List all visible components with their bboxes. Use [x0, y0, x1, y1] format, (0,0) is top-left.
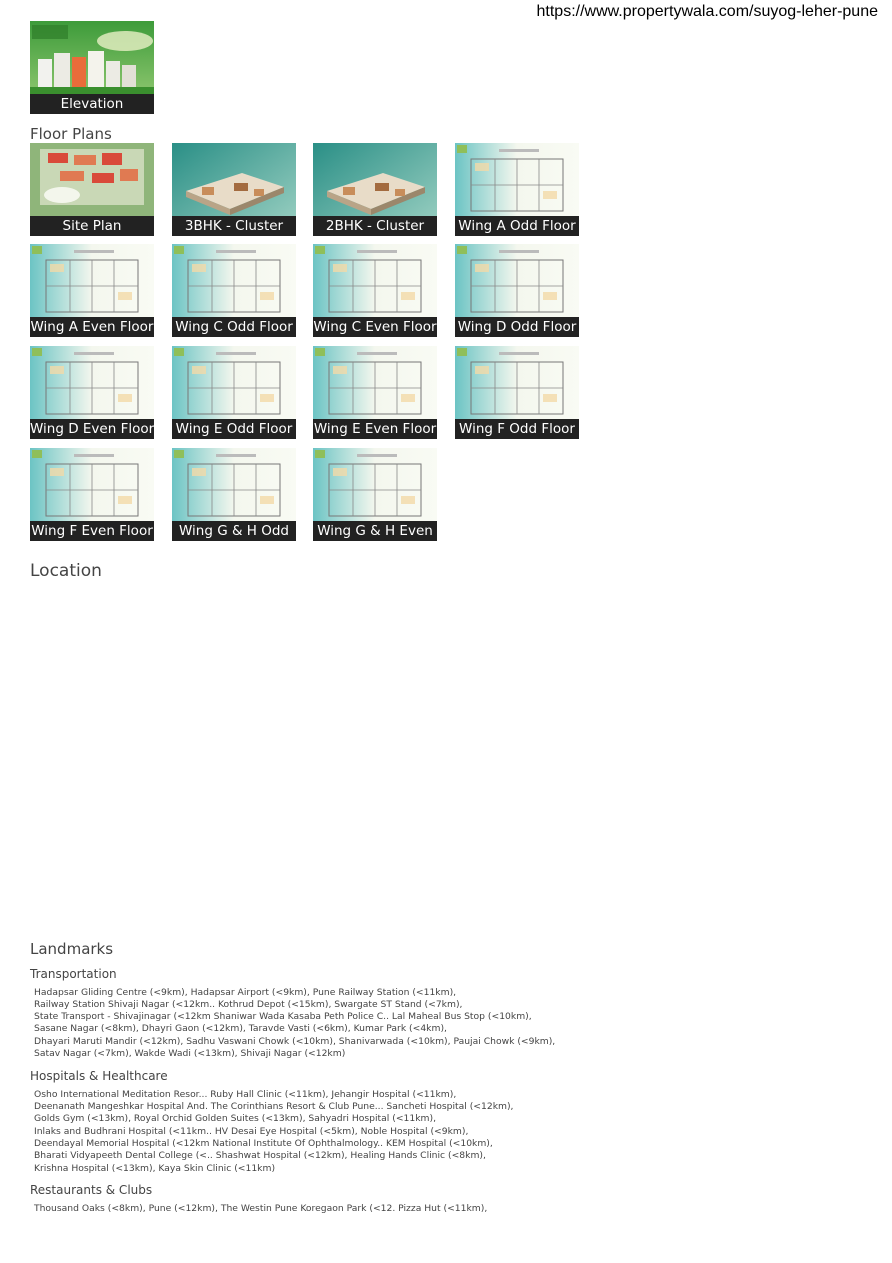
- floor-plan-caption: Wing E Even Floor: [313, 421, 437, 437]
- landmarks-section-title: Hospitals & Healthcare: [30, 1069, 168, 1083]
- elevation-thumbnail[interactable]: [30, 21, 154, 114]
- floor-plan-thumbnail[interactable]: [455, 346, 579, 439]
- landmark-line: State Transport - Shivajinagar (<12km Shaniwar Wada Kasaba Peth Police C.. Lal Maheal Bus Stop (<10km),: [34, 1011, 532, 1022]
- landmark-line: Deenanath Mangeshkar Hospital And. The Corinthians Resort & Club Pune... Sancheti Hospital (<12km),: [34, 1101, 514, 1112]
- floor-plan-thumbnail[interactable]: [455, 143, 579, 236]
- landmark-line: Railway Station Shivaji Nagar (<12km.. Kothrud Depot (<15km), Swargate ST Stand (<7km),: [34, 999, 463, 1010]
- landmarks-section-title: Restaurants & Clubs: [30, 1183, 153, 1197]
- landmark-line: Satav Nagar (<7km), Wakde Wadi (<13km), Shivaji Nagar (<12km): [34, 1048, 346, 1059]
- floor-plan-caption: Wing E Odd Floor: [172, 419, 296, 439]
- floor-plan-thumbnail[interactable]: [30, 448, 154, 541]
- landmark-line: Dhayari Maruti Mandir (<12km), Sadhu Vaswani Chowk (<10km), Shanivarwada (<10km), Paujai Chowk (<9km),: [34, 1036, 556, 1047]
- floor-plans-heading: Floor Plans: [30, 125, 112, 143]
- landmark-line: Thousand Oaks (<8km), Pune (<12km), The Westin Pune Koregaon Park (<12. Pizza Hut (<11km),: [34, 1203, 488, 1214]
- floor-plan-caption: Site Plan: [30, 216, 154, 236]
- floor-plan-thumbnail[interactable]: [172, 448, 296, 541]
- floor-plan-thumbnail[interactable]: [455, 244, 579, 337]
- landmark-line: Deendayal Memorial Hospital (<12km National Institute Of Ophthalmology.. KEM Hospital (<10km),: [34, 1138, 493, 1149]
- location-heading: Location: [30, 561, 102, 581]
- floor-plan-thumbnail[interactable]: [172, 143, 296, 236]
- floor-plan-thumbnail[interactable]: [172, 346, 296, 439]
- floor-plan-thumbnail[interactable]: [313, 244, 437, 337]
- floor-plan-caption: Wing C Even Floor: [313, 319, 437, 335]
- floor-plan-caption: Wing G & H Odd: [172, 521, 296, 541]
- floor-plan-thumbnail[interactable]: [172, 244, 296, 337]
- floor-plan-caption: Wing D Odd Floor: [455, 317, 579, 337]
- landmark-line: Sasane Nagar (<8km), Dhayri Gaon (<12km), Taravde Vasti (<6km), Kumar Park (<4km),: [34, 1023, 447, 1034]
- floor-plan-caption: Wing F Even Floor: [31, 523, 153, 539]
- floor-plan-thumbnail[interactable]: [313, 143, 437, 236]
- floor-plan-thumbnail[interactable]: [30, 346, 154, 439]
- landmark-line: Bharati Vidyapeeth Dental College (<.. Shashwat Hospital (<12km), Healing Hands Clinic (<8km),: [34, 1150, 486, 1161]
- floor-plan-caption: 2BHK - Cluster: [313, 216, 437, 236]
- floor-plan-thumbnail[interactable]: [313, 346, 437, 439]
- floor-plan-caption: Wing A Odd Floor: [455, 216, 579, 236]
- landmarks-heading: Landmarks: [30, 940, 114, 958]
- landmark-line: Krishna Hospital (<13km), Kaya Skin Clinic (<11km): [34, 1163, 276, 1174]
- floor-plan-caption: Wing C Odd Floor: [172, 317, 296, 337]
- floor-plan-caption: 3BHK - Cluster: [172, 216, 296, 236]
- floor-plan-caption: Wing D Even Floor: [30, 421, 154, 437]
- floor-plan-thumbnail[interactable]: [313, 448, 437, 541]
- landmark-line: Inlaks and Budhrani Hospital (<11km.. HV Desai Eye Hospital (<5km), Noble Hospital (<9km),: [34, 1126, 469, 1137]
- floor-plan-thumbnail[interactable]: [30, 143, 154, 236]
- landmark-line: Osho International Meditation Resor... Ruby Hall Clinic (<11km), Jehangir Hospital (<11km),: [34, 1089, 457, 1100]
- floor-plan-caption: Wing A Even Floor: [30, 319, 154, 335]
- floor-plan-caption: Wing G & H Even: [313, 521, 437, 541]
- landmark-line: Hadapsar Gliding Centre (<9km), Hadapsar Airport (<9km), Pune Railway Station (<11km),: [34, 987, 457, 998]
- landmarks-section-title: Transportation: [30, 967, 117, 981]
- page-url[interactable]: https://www.propertywala.com/suyog-leher-pune: [536, 3, 878, 20]
- elevation-caption: Elevation: [30, 94, 154, 114]
- location-map-area[interactable]: [30, 588, 860, 928]
- floor-plan-caption: Wing F Odd Floor: [455, 419, 579, 439]
- landmark-line: Golds Gym (<13km), Royal Orchid Golden Suites (<13km), Sahyadri Hospital (<11km),: [34, 1113, 436, 1124]
- floor-plan-thumbnail[interactable]: [30, 244, 154, 337]
